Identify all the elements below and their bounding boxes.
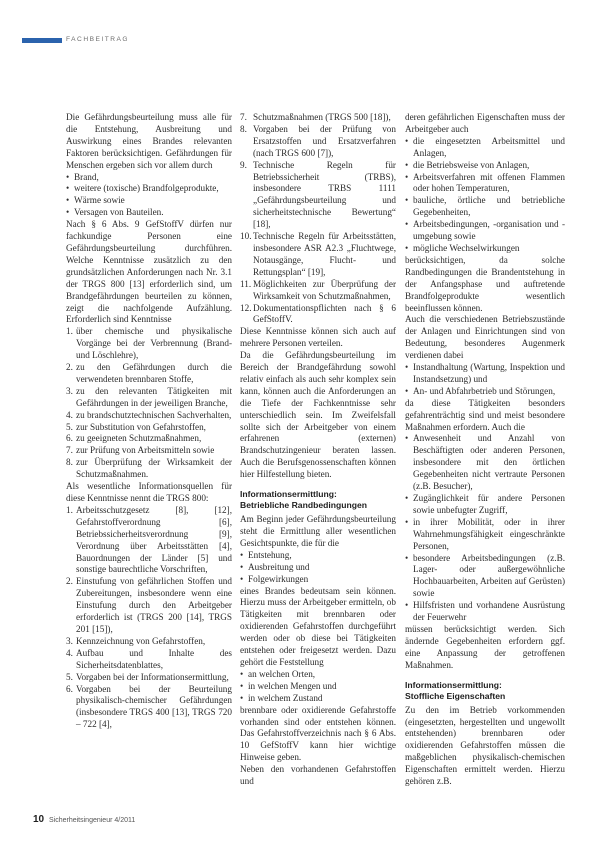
numbered-item (66, 576, 232, 636)
bullet-item: • Folgewirkungen (240, 574, 396, 586)
item-number: 8. (240, 123, 247, 134)
item-number: 3. (66, 635, 73, 646)
item-number: 1. (66, 504, 73, 515)
item-text: zur Substitution von Gefahrstoffen, (76, 421, 206, 432)
item-text: Einstufung von gefährlichen Stoffen und Zubereitungen, insbesondere wenn eine Einstufung durch den Arbeitgeber erforderlich ist (TRGS 200 [14], TRGS 201 [15]), (76, 576, 232, 634)
bullet-item: • Brand, (66, 172, 232, 184)
item-text: Möglichkeiten zur Überprüfung der Wirksamkeit von Schutzmaßnahmen, (253, 278, 396, 301)
item-text: zur Prüfung von Arbeitsmitteln sowie (76, 445, 215, 456)
text-column-2 (240, 112, 396, 807)
item-number: 10. (240, 231, 252, 242)
paragraph: Neben den vorhandenen Gefahrstoffen und (240, 764, 396, 787)
bullet-item: • die eingesetzten Arbeitsmittel und Anlagen, (405, 136, 565, 160)
item-number: 2. (66, 362, 73, 373)
section-accent-bar (22, 38, 62, 43)
bullet-item: • Wärme sowie (66, 195, 232, 207)
item-text: zu den relevanten Tätigkeiten mit Gefährdungen in der jeweiligen Branche, (76, 385, 232, 408)
numbered-item (240, 279, 396, 303)
numbered-item (66, 362, 232, 386)
numbered-item (240, 231, 396, 279)
numbered-item (240, 112, 396, 124)
numbered-item (66, 433, 232, 445)
item-number: 4. (66, 409, 73, 420)
item-number: 7. (66, 445, 73, 456)
bullet-item: • Anwesenheit und Anzahl von Beschäftigten oder anderen Personen, insbesondere mit den örtlichen Gegebenheiten nicht vertraute Personen (z.B. Besucher), (405, 433, 565, 493)
item-text: Vorgaben bei der Informationsermittlung, (76, 671, 229, 682)
item-number: 11. (240, 278, 252, 289)
paragraph: Am Beginn jeder Gefährdungsbeurteilung steht die Ermittlung aller wesentlichen Gesichtspunkte, die für die (240, 514, 396, 548)
bullet-item: • bauliche, örtliche und betriebliche Gegebenheiten, (405, 195, 565, 219)
numbered-item (66, 386, 232, 410)
item-number: 1. (66, 326, 73, 337)
bullet-item: • in ihrer Mobilität, oder in ihrer Wahrnehmungsfähigkeit eingeschränkte Personen, (405, 517, 565, 553)
item-text: Aufbau und Inhalte des Sicherheitsdatenblattes, (76, 647, 232, 670)
numbered-item (66, 505, 232, 576)
paragraph: Da die Gefährdungsbeurteilung im Bereich der Brandgefährdung sowohl relativ einfach als auch sehr komplex sein kann, können auch die Anforderungen an die Tiefe der Fachkenntnisse sehr unterschiedlich sein. Im Zweifelsfall sollte sich der Arbeitgeber von einem erfahrenen (externen) Brandschutzingenieur beraten lassen. Auch die Berufsgenossenschaften können hier Hilfestellung bieten. (240, 350, 396, 480)
bullet-item: • Versagen von Bauteilen. (66, 207, 232, 219)
item-text: zu den Gefährdungen durch die verwendeten brennbaren Stoffe, (76, 362, 232, 384)
bullet-item: • in welchen Mengen und (240, 681, 396, 693)
paragraph: brennbare oder oxidierende Gefahrstoffe vorhanden sind oder entstehen können. Das Gefahrstoffverzeichnis nach § 6 Abs. 10 GefStoffV kann hier wichtige Hinweise geben. (240, 704, 396, 763)
item-text: Technische Regeln für Arbeitsstätten, insbesondere ASR A2.3 „Fluchtwege, Notausgänge, Flucht- und Rettungsplan“ [19], (253, 231, 396, 277)
item-number: 2. (66, 576, 73, 587)
numbered-item (240, 124, 396, 160)
bullet-item: • an welchen Orten, (240, 669, 396, 681)
bullet-item: • Arbeitsverfahren mit offenen Flammen oder hohen Temperaturen, (405, 172, 565, 196)
item-number: 6. (66, 683, 73, 694)
paragraph: Als wesentliche Informationsquellen für diese Kenntnisse nennt die TRGS 800: (66, 481, 232, 503)
paragraph: Zu den im Betrieb vorkommenden (eingesetzten, hergestellten und ungewollt entstehenden) brennbaren oder oxidierenden Gefahrstoffen müssen die maßgeblichen physikalisch-chemischen Eigenschaften ermittelt werden. Hierzu gehören z.B. (405, 704, 565, 787)
item-text: Vorgaben bei der Beurteilung physikalisch-chemischer Gefährdungen (insbesondere TRGS 400 [13], TRGS 720 – 722 [4], (76, 683, 232, 730)
item-text: Arbeitsschutzgesetz [8], [12], Gefahrstoffverordnung [6], Betriebssicherheitsverordnung [9], Verordnung über Arbeitsstätten [4], Bauordnungen der Länder [5] und sonstige baurechtliche Vorschriften, (76, 504, 232, 575)
item-text: über chemische und physikalische Vorgänge bei der Verbrennung (Brand- und Löschlehre), (76, 326, 232, 361)
item-number: 8. (66, 457, 73, 468)
bullet-item: • weitere (toxische) Brandfolgeprodukte, (66, 183, 232, 195)
numbered-item (66, 457, 232, 481)
bullet-item: • Hilfsfristen und vorhandene Ausrüstung der Feuerwehr (405, 600, 565, 624)
item-number: 5. (66, 671, 73, 682)
item-text: zu brandschutztechnischen Sachverhalten, (76, 409, 232, 420)
text-column-1 (66, 112, 232, 807)
bullet-item: • Arbeitsbedingungen, -organisation und -umgebung sowie (405, 219, 565, 243)
bullet-item: • Instandhaltung (Wartung, Inspektion und Instandsetzung) und (405, 362, 565, 386)
item-text: zu geeigneten Schutzmaßnahmen, (76, 433, 202, 444)
bullet-item: • die Betriebsweise von Anlagen, (405, 160, 565, 172)
paragraph: Auch die verschiedenen Betriebszustände der Anlagen und Einrichtungen sind von Bedeutung, besonderes Augenmerk verdienen dabei (405, 314, 565, 361)
section-heading-line-1: Informationsermittlung: (240, 489, 337, 500)
bullet-item: • mögliche Wechselwirkungen (405, 243, 565, 255)
text-column-3 (405, 112, 565, 807)
numbered-item (66, 445, 232, 457)
paragraph: da diese Tätigkeiten besonders gefahrenträchtig sind und meist besondere Maßnahmen erfordern. Auch die (405, 397, 565, 432)
paragraph: deren gefährlichen Eigenschaften muss der Arbeitgeber auch (405, 112, 565, 134)
item-number: 3. (66, 385, 73, 396)
numbered-item (66, 410, 232, 422)
section-label: FACHBEITRAG (66, 36, 130, 43)
paragraph: Nach § 6 Abs. 9 GefStoffV dürfen nur fachkundige Personen eine Gefährdungsbeurteilung durchführen. Welche Kenntnisse zusätzlich zu den grundsätzlichen Anforderungen nach Nr. 3.1 der TRGS 800 [13] erforderlich sind, um Brandgefährdungen beurteilen zu können, zeigt die nachfolgende Aufzählung. Erforderlich sind Kenntnisse (66, 219, 232, 325)
item-number: 5. (66, 421, 73, 432)
section-heading (405, 680, 565, 702)
item-number: 12. (240, 302, 252, 313)
bullet-item: • in welchem Zustand (240, 693, 396, 705)
item-text: Schutzmaßnahmen (TRGS 500 [18]), (253, 112, 391, 122)
section-heading-line-2: Betriebliche Randbedingungen (240, 500, 368, 511)
bullet-item: • An- und Abfahrbetrieb und Störungen, (405, 386, 565, 398)
item-text: Vorgaben bei der Prüfung von Ersatzstoffen und Ersatzverfahren (nach TRGS 600 [7]), (253, 123, 396, 158)
section-heading-line-1: Informationsermittlung: (405, 679, 502, 690)
numbered-item (240, 160, 396, 231)
numbered-item (66, 672, 232, 684)
bullet-item: • besondere Arbeitsbedingungen (z.B. Lager- oder außergewöhnliche Hochbauarbeiten, Arbeiten auf Gerüsten) sowie (405, 553, 565, 601)
item-text: zur Überprüfung der Wirksamkeit der Schutzmaßnahmen. (76, 457, 232, 480)
paragraph: Diese Kenntnisse können sich auch auf mehrere Personen verteilen. (240, 326, 396, 349)
numbered-item (66, 648, 232, 672)
section-heading (240, 489, 396, 511)
paragraph: Die Gefährdungsbeurteilung muss alle für die Entstehung, Ausbreitung und Auswirkung eines Brandes relevanten Faktoren berücksichtigen. Gefährdungen für Menschen ergeben sich vor allem durch (66, 112, 232, 170)
item-number: 7. (240, 112, 247, 122)
item-text: Kennzeichnung von Gefahrstoffen, (76, 635, 206, 646)
section-heading-line-2: Stoffliche Eigenschaften (405, 690, 506, 701)
paragraph: berücksichtigen, da solche Randbedingungen die Brandentstehung in der Anfangsphase und auftretende Brandfolgeprodukte wesentlich beeinflussen können. (405, 254, 565, 313)
bullet-item: • Zugänglichkeit für andere Personen sowie unbefugter Zugriff, (405, 493, 565, 517)
numbered-item (66, 326, 232, 362)
page-number: 10 (33, 814, 45, 825)
item-text: Dokumentationspflichten nach § 6 GefStoffV. (253, 302, 396, 325)
item-number: 9. (240, 159, 247, 170)
item-text: Technische Regeln für Betriebssicherheit (TRBS), insbesondere TRBS 1111 „Gefährdungsbeurteilung und sicherheitstechnische Bewertung“ [18], (253, 159, 396, 230)
numbered-item (66, 636, 232, 648)
bullet-item: • Ausbreitung und (240, 562, 396, 574)
bullet-item: • Entstehung, (240, 550, 396, 562)
paragraph: eines Brandes bedeutsam sein können. Hierzu muss der Arbeitgeber ermitteln, ob Tätigkeiten mit brennbaren oder oxidierenden Gefahrstoffen durchgeführt werden oder ob diese bei Tätigkeiten entstehen oder freigesetzt werden. Dazu gehört die Feststellung (240, 585, 396, 667)
numbered-item (240, 303, 396, 327)
journal-issue: Sicherheitsingenieur 4/2011 (49, 817, 136, 824)
item-number: 6. (66, 433, 73, 444)
numbered-item (66, 684, 232, 732)
item-number: 4. (66, 647, 73, 658)
numbered-item (66, 422, 232, 434)
paragraph: müssen berücksichtigt werden. Sich ändernde Gegebenheiten erfordern ggf. eine Anpassung der getroffenen Maßnahmen. (405, 623, 565, 670)
